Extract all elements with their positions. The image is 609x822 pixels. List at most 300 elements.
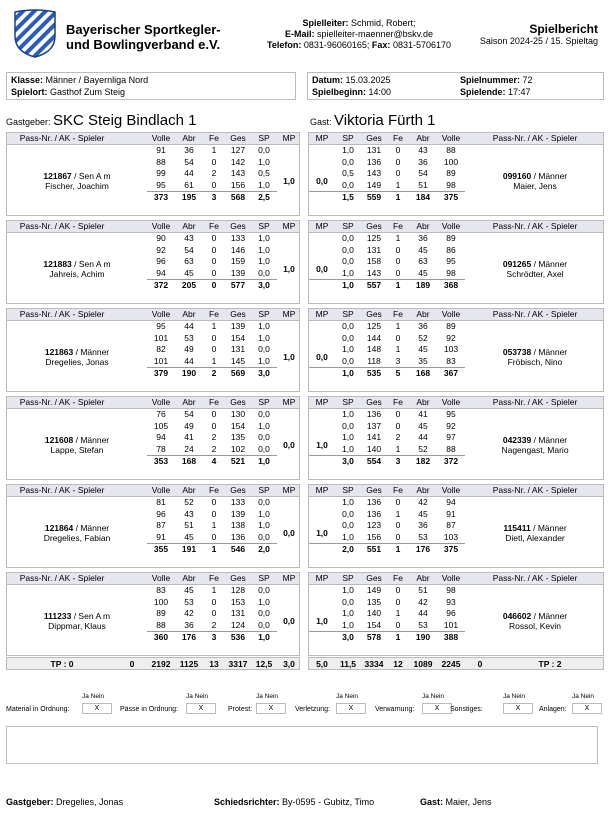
column-header: Fe [209, 573, 219, 583]
score-cell: 0 [395, 420, 401, 431]
score-cell: 136 [366, 409, 382, 419]
score-cell: 0 [395, 520, 401, 530]
home-player-table [6, 132, 300, 216]
organization-name: Bayerischer Sportkegler- und Bowlingverband e.V. [66, 22, 221, 52]
score-cell: 51 [418, 585, 428, 595]
yes-no-label: Ja Nein [503, 693, 526, 700]
column-header: Abr [416, 485, 430, 495]
score-cell: 44 [184, 168, 194, 178]
score-cell: 136 [366, 497, 382, 507]
match-points: 1,0 [316, 440, 328, 450]
score-total: 2,0 [342, 544, 354, 554]
column-header: Ges [366, 397, 382, 407]
column-header: Abr [416, 397, 430, 407]
column-header: Pass-Nr. / AK - Spieler [492, 309, 578, 319]
score-cell: 89 [446, 321, 456, 331]
match-block [6, 572, 604, 656]
score-total: 1 [395, 632, 401, 642]
score-cell: 54 [184, 244, 194, 255]
column-header: Abr [416, 133, 430, 143]
column-header: Fe [209, 397, 219, 407]
score-cell: 0,0 [342, 244, 354, 255]
score-cell: 1,0 [258, 596, 270, 607]
score-cell: 45 [184, 531, 194, 542]
score-cell: 0 [211, 497, 217, 507]
score-total: 372 [153, 280, 169, 290]
column-header: Pass-Nr. / AK - Spieler [492, 133, 578, 143]
remark-label: Pässe in Ordnung: [120, 706, 178, 713]
score-cell: 43 [184, 233, 194, 243]
score-cell: 0,0 [258, 409, 270, 419]
score-cell: 131 [230, 344, 246, 354]
score-cell: 90 [156, 233, 166, 243]
player-name: Jahreis, Achim [49, 269, 105, 279]
player-info: 099160 / Männer Maier, Jens [465, 171, 605, 191]
score-total: 379 [153, 368, 169, 378]
column-header: Abr [416, 573, 430, 583]
column-header: Abr [182, 221, 196, 231]
away-player-table [308, 484, 604, 568]
report-header [6, 8, 604, 60]
player-age-class: Männer [538, 171, 568, 181]
column-header: MP [315, 573, 329, 583]
score-cell: 52 [418, 443, 428, 454]
score-total: 1 [211, 544, 217, 554]
match-block [6, 220, 604, 304]
score-cell: 92 [446, 420, 456, 431]
score-cell: 96 [446, 608, 456, 618]
score-cell: 0 [395, 619, 401, 630]
score-cell: 86 [446, 244, 456, 255]
checkbox-mark: X [198, 705, 204, 712]
score-total: 3 [211, 632, 217, 642]
score-cell: 1,0 [258, 244, 270, 255]
score-cell: 1,0 [258, 520, 270, 530]
score-total: 557 [366, 280, 382, 290]
score-cell: 0 [395, 585, 401, 595]
player-age-class: Männer [538, 611, 568, 621]
score-cell: 102 [230, 443, 246, 454]
referee-signature: Schiedsrichter: By-0595 - Gubitz, Timo [214, 797, 375, 807]
score-cell: 0 [211, 531, 217, 542]
score-cell: 136 [230, 531, 246, 542]
remark-checkbox[interactable] [336, 703, 366, 714]
column-header: Volle [151, 309, 171, 319]
score-cell: 0,0 [342, 332, 354, 343]
score-cell: 0,0 [258, 432, 270, 442]
score-cell: 83 [156, 585, 166, 595]
player-name: Rossol, Kevin [509, 621, 561, 631]
yes-no-label: Ja Nein [422, 693, 445, 700]
score-cell: 2 [211, 168, 217, 178]
score-cell: 100 [443, 156, 459, 167]
score-total: 3,0 [258, 368, 270, 378]
score-cell: 0 [211, 332, 217, 343]
match-block [6, 396, 604, 480]
score-cell: 0 [211, 233, 217, 243]
checkbox-mark: X [268, 705, 274, 712]
score-cell: 0,0 [258, 497, 270, 507]
remark-label: Protest: [228, 706, 253, 713]
score-total: 375 [443, 544, 459, 554]
score-cell: 1,0 [342, 344, 354, 354]
score-cell: 88 [156, 619, 166, 630]
score-cell: 0 [395, 596, 401, 607]
score-cell: 146 [230, 244, 246, 255]
score-cell: 94 [446, 497, 456, 507]
column-header: Ges [366, 221, 382, 231]
score-cell: 125 [366, 321, 382, 331]
score-cell: 42 [418, 497, 428, 507]
score-cell: 49 [184, 420, 194, 431]
score-cell: 87 [446, 520, 456, 530]
score-cell: 42 [184, 608, 194, 618]
column-header: Fe [393, 485, 403, 495]
away-player-table [308, 132, 604, 216]
player-age-class: Männer [80, 347, 110, 357]
match-class-box: Klasse: Männer / Bayernliga Nord Spielort: Gasthof Zum Steig [6, 72, 296, 100]
score-total: 1 [395, 280, 401, 290]
remark-checkbox[interactable] [82, 703, 112, 714]
score-total: 4 [211, 456, 217, 466]
score-cell: 51 [184, 520, 194, 530]
column-header: SP [342, 573, 354, 583]
score-cell: 139 [230, 267, 246, 278]
score-cell: 44 [418, 608, 428, 618]
score-cell: 0,0 [342, 520, 354, 530]
score-total: 367 [443, 368, 459, 378]
home-player-table [6, 572, 300, 656]
column-header: Pass-Nr. / AK - Spieler [492, 221, 578, 231]
column-header: Fe [393, 309, 403, 319]
score-cell: 1,0 [258, 332, 270, 343]
column-header: Volle [151, 573, 171, 583]
score-cell: 54 [184, 156, 194, 167]
match-points: 0,0 [283, 616, 295, 626]
score-total: 1,5 [342, 192, 354, 202]
score-cell: 0 [211, 156, 217, 167]
score-total: 353 [153, 456, 169, 466]
score-total: 551 [366, 544, 382, 554]
score-cell: 1,0 [258, 355, 270, 366]
score-cell: 131 [230, 608, 246, 618]
score-cell: 54 [184, 409, 194, 419]
column-header: Pass-Nr. / AK - Spieler [19, 221, 105, 231]
column-header: Pass-Nr. / AK - Spieler [492, 397, 578, 407]
score-cell: 36 [418, 321, 428, 331]
score-cell: 0 [211, 179, 217, 190]
score-total: 521 [230, 456, 246, 466]
player-name: Dietl, Alexander [505, 533, 565, 543]
score-cell: 136 [366, 156, 382, 167]
score-cell: 0,0 [342, 179, 354, 190]
remark-checkbox[interactable] [422, 703, 452, 714]
column-header: SP [258, 573, 270, 583]
score-cell: 0,0 [342, 256, 354, 266]
score-total: 568 [230, 192, 246, 202]
score-cell: 0 [211, 244, 217, 255]
player-age-class: Männer [537, 523, 567, 533]
score-cell: 1 [211, 145, 217, 155]
away-player-table [308, 308, 604, 392]
score-cell: 0,0 [342, 508, 354, 519]
column-header: SP [258, 309, 270, 319]
column-header: Fe [209, 221, 219, 231]
score-total: 372 [443, 456, 459, 466]
score-total: 3,0 [342, 632, 354, 642]
score-cell: 45 [418, 420, 428, 431]
score-cell: 0,0 [342, 420, 354, 431]
score-total: 190 [181, 368, 197, 378]
score-total: 0 [211, 280, 217, 290]
score-cell: 36 [184, 619, 194, 630]
score-total: 191 [181, 544, 197, 554]
score-cell: 1 [395, 179, 401, 190]
score-cell: 1 [395, 344, 401, 354]
score-total: 1 [395, 192, 401, 202]
away-player-table [308, 220, 604, 304]
score-total: 176 [181, 632, 197, 642]
score-total: 554 [366, 456, 382, 466]
remark-checkbox[interactable] [186, 703, 216, 714]
away-player-table [308, 572, 604, 656]
column-header: Fe [209, 133, 219, 143]
score-cell: 1,0 [342, 608, 354, 618]
column-header: Ges [230, 309, 246, 319]
score-cell: 36 [418, 156, 428, 167]
score-cell: 133 [230, 233, 246, 243]
score-cell: 1,0 [258, 321, 270, 331]
score-cell: 0,0 [258, 443, 270, 454]
score-cell: 98 [446, 179, 456, 190]
score-cell: 63 [184, 256, 194, 266]
score-cell: 103 [443, 344, 459, 354]
score-cell: 81 [156, 497, 166, 507]
column-header: Pass-Nr. / AK - Spieler [19, 397, 105, 407]
player-pass-number: 121864 [44, 523, 74, 533]
player-age-class: Männer [538, 435, 568, 445]
score-cell: 36 [418, 520, 428, 530]
score-cell: 153 [230, 596, 246, 607]
score-cell: 1,0 [342, 497, 354, 507]
score-cell: 91 [156, 145, 166, 155]
score-cell: 139 [230, 321, 246, 331]
checkbox-mark: X [515, 705, 521, 712]
column-header: SP [342, 309, 354, 319]
player-info: 121867 / Sen A m Fischer, Joachim [7, 171, 147, 191]
column-header: SP [342, 221, 354, 231]
player-pass-number: 099160 [502, 171, 532, 181]
score-cell: 0,0 [258, 608, 270, 618]
column-header: Volle [151, 133, 171, 143]
score-cell: 0 [211, 508, 217, 519]
score-cell: 53 [418, 531, 428, 542]
yes-no-label: Ja Nein [336, 693, 359, 700]
player-name: Lappe, Stefan [50, 445, 104, 455]
score-total: 176 [415, 544, 431, 554]
match-points: 0,0 [316, 176, 328, 186]
score-cell: 1,0 [342, 409, 354, 419]
score-cell: 1,0 [258, 233, 270, 243]
score-cell: 0,0 [258, 619, 270, 630]
yes-no-label: Ja Nein [82, 693, 105, 700]
column-header: SP [342, 133, 354, 143]
column-header: Pass-Nr. / AK - Spieler [19, 309, 105, 319]
column-header: Abr [182, 573, 196, 583]
score-total: 578 [366, 632, 382, 642]
score-cell: 52 [418, 332, 428, 343]
score-total: 5 [395, 368, 401, 378]
column-header: MP [315, 221, 329, 231]
score-cell: 83 [446, 355, 456, 366]
player-pass-number: 046602 [502, 611, 532, 621]
score-cell: 142 [230, 156, 246, 167]
player-name: Fröbisch, Nino [507, 357, 563, 367]
score-cell: 137 [366, 420, 382, 431]
column-header: Fe [209, 309, 219, 319]
score-cell: 144 [366, 332, 382, 343]
column-header: Volle [441, 133, 461, 143]
score-total: 3,0 [258, 280, 270, 290]
score-cell: 1 [211, 585, 217, 595]
score-cell: 45 [418, 267, 428, 278]
score-cell: 44 [184, 321, 194, 331]
match-points: 0,0 [316, 264, 328, 274]
score-cell: 45 [418, 344, 428, 354]
score-total: 373 [153, 192, 169, 202]
score-cell: 61 [184, 179, 194, 190]
column-header: SP [258, 221, 270, 231]
score-total: 2 [211, 368, 217, 378]
player-age-class: Männer [80, 523, 110, 533]
score-cell: 53 [184, 596, 194, 607]
column-header: Abr [182, 133, 196, 143]
score-cell: 128 [230, 585, 246, 595]
match-time-box: Datum: 15.03.2025 Spielnummer: 72 Spielbeginn: 14:00 Spielende: 17:47 [307, 72, 604, 100]
column-header: SP [258, 397, 270, 407]
score-cell: 0,5 [258, 168, 270, 178]
score-cell: 154 [230, 332, 246, 343]
score-cell: 45 [184, 267, 194, 278]
column-header: Ges [230, 573, 246, 583]
player-age-class: Sen A m [78, 611, 111, 621]
player-info: 121883 / Sen A m Jahreis, Achim [7, 259, 147, 279]
column-header: Volle [151, 485, 171, 495]
host-signature: Gastgeber: Dregelies, Jonas [6, 797, 124, 807]
score-total: 368 [443, 280, 459, 290]
home-player-table [6, 396, 300, 480]
score-total: 360 [153, 632, 169, 642]
column-header: Pass-Nr. / AK - Spieler [492, 573, 578, 583]
score-total: 190 [415, 632, 431, 642]
score-total: 535 [366, 368, 382, 378]
score-cell: 156 [366, 531, 382, 542]
score-cell: 87 [156, 520, 166, 530]
player-name: Nagengast, Mario [501, 445, 569, 455]
score-total: 184 [415, 192, 431, 202]
score-cell: 0,0 [342, 321, 354, 331]
score-cell: 1 [395, 608, 401, 618]
notes-box [6, 726, 598, 764]
column-header: MP [282, 221, 296, 231]
score-cell: 0 [395, 244, 401, 255]
score-cell: 0 [395, 497, 401, 507]
player-name: Maier, Jens [513, 181, 557, 191]
score-cell: 2 [211, 619, 217, 630]
score-total: 355 [153, 544, 169, 554]
player-name: Dregelies, Jonas [45, 357, 109, 367]
score-cell: 0,0 [258, 531, 270, 542]
column-header: Abr [182, 309, 196, 319]
score-cell: 130 [230, 409, 246, 419]
remark-checkbox[interactable] [256, 703, 286, 714]
remark-label: Anlagen: [539, 706, 567, 713]
score-total: 3 [211, 192, 217, 202]
score-cell: 101 [443, 619, 459, 630]
player-age-class: Männer [80, 435, 110, 445]
remark-checkbox[interactable] [503, 703, 533, 714]
remark-checkbox[interactable] [572, 703, 602, 714]
player-info: 053738 / Männer Fröbisch, Nino [465, 347, 605, 367]
score-cell: 0,0 [258, 585, 270, 595]
score-cell: 41 [184, 432, 194, 442]
player-pass-number: 111233 [43, 611, 72, 621]
score-cell: 89 [446, 233, 456, 243]
player-age-class: Sen A m [78, 171, 111, 181]
score-total: 168 [181, 456, 197, 466]
score-cell: 127 [230, 145, 246, 155]
column-header: MP [315, 133, 329, 143]
score-cell: 88 [446, 443, 456, 454]
column-header: Ges [366, 573, 382, 583]
score-cell: 1 [211, 355, 217, 366]
score-cell: 89 [446, 168, 456, 178]
score-cell: 140 [366, 608, 382, 618]
score-total: 182 [415, 456, 431, 466]
score-cell: 45 [418, 508, 428, 519]
score-total: 388 [443, 632, 459, 642]
checkbox-mark: X [584, 705, 590, 712]
column-header: MP [282, 485, 296, 495]
score-cell: 95 [156, 321, 166, 331]
score-cell: 0 [395, 409, 401, 419]
remarks-row [6, 690, 604, 720]
score-cell: 149 [366, 585, 382, 595]
column-header: Abr [182, 397, 196, 407]
score-cell: 0 [211, 409, 217, 419]
score-cell: 42 [418, 596, 428, 607]
score-cell: 156 [230, 179, 246, 190]
score-cell: 139 [230, 508, 246, 519]
score-cell: 123 [366, 520, 382, 530]
score-total: 189 [415, 280, 431, 290]
column-header: MP [315, 309, 329, 319]
score-cell: 36 [418, 233, 428, 243]
score-cell: 143 [230, 168, 246, 178]
score-cell: 76 [156, 409, 166, 419]
score-cell: 95 [156, 179, 166, 190]
score-cell: 0 [395, 145, 401, 155]
match-block [6, 132, 604, 216]
match-points: 1,0 [316, 616, 328, 626]
score-cell: 88 [156, 156, 166, 167]
score-cell: 143 [366, 267, 382, 278]
guest-signature: Gast: Maier, Jens [420, 797, 492, 807]
score-cell: 0,0 [342, 233, 354, 243]
score-cell: 143 [366, 168, 382, 178]
score-total: 546 [230, 544, 246, 554]
score-cell: 103 [443, 531, 459, 542]
